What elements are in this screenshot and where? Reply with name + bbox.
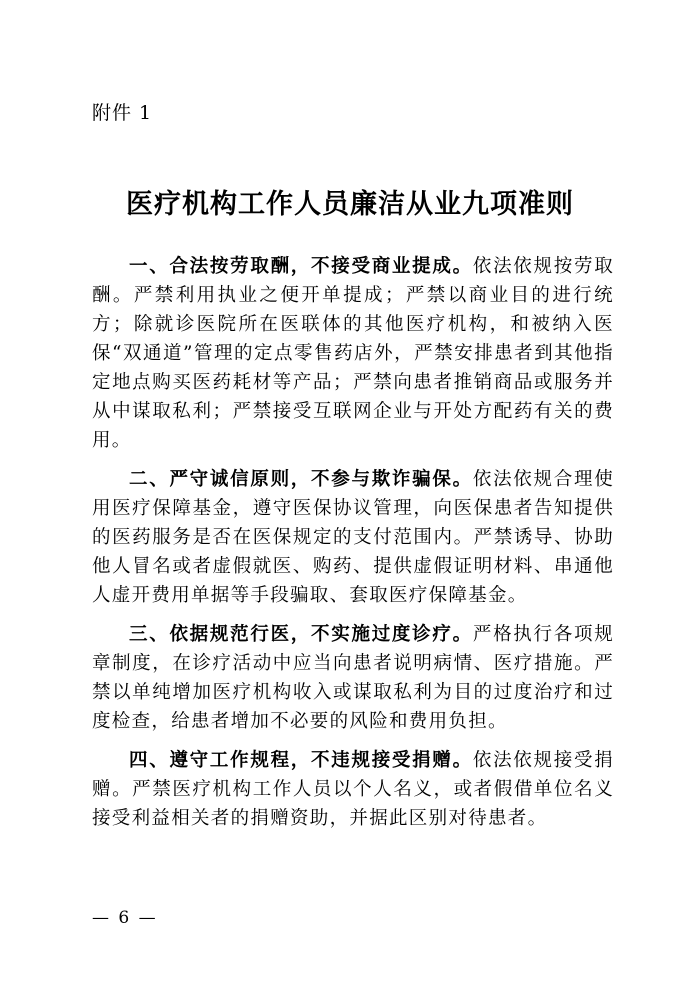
paragraph-1-heading: 一、合法按劳取酬，不接受商业提成。	[129, 256, 473, 277]
attachment-label: 附件 1	[92, 102, 153, 124]
paragraph-2	[92, 465, 614, 610]
paragraph-4	[92, 746, 614, 833]
paragraph-3	[92, 620, 614, 736]
document-body	[92, 252, 614, 843]
paragraph-3-heading: 三、依据规范行医，不实施过度诊疗。	[129, 624, 473, 645]
document-title: 医疗机构工作人员廉洁从业九项准则	[126, 189, 574, 220]
paragraph-2-heading: 二、严守诚信原则，不参与欺诈骗保。	[129, 469, 473, 490]
paragraph-1-text: 依法依规按劳取酬。严禁利用执业之便开单提成；严禁以商业目的进行统方；除就诊医院所在医联体的其他医疗机构，和被纳入医保“双通道”管理的定点零售药店外，严禁安排患者到其他指定地点购买医药耗材等产品；严禁向患者推销商品或服务并从中谋取私利；严禁接受互联网企业与开处方配药有关的费用。	[92, 256, 614, 451]
paragraph-4-text: 依法依规接受捐赠。严禁医疗机构工作人员以个人名义，或者假借单位名义接受利益相关者的捐赠资助，并据此区别对待患者。	[92, 750, 614, 829]
paragraph-2-text: 依法依规合理使用医疗保障基金，遵守医保协议管理，向医保患者告知提供的医药服务是否在医保规定的支付范围内。严禁诱导、协助他人冒名或者虚假就医、购药、提供虚假证明材料、串通他人虚开费用单据等手段骗取、套取医疗保障基金。	[92, 469, 614, 606]
page-number: — 6 —	[92, 908, 158, 928]
paragraph-1	[92, 252, 614, 455]
paragraph-4-heading: 四、遵守工作规程，不违规接受捐赠。	[129, 750, 473, 771]
paragraph-3-text: 严格执行各项规章制度，在诊疗活动中应当向患者说明病情、医疗措施。严禁以单纯增加医疗机构收入或谋取私利为目的过度治疗和过度检查，给患者增加不必要的风险和费用负担。	[92, 624, 614, 732]
